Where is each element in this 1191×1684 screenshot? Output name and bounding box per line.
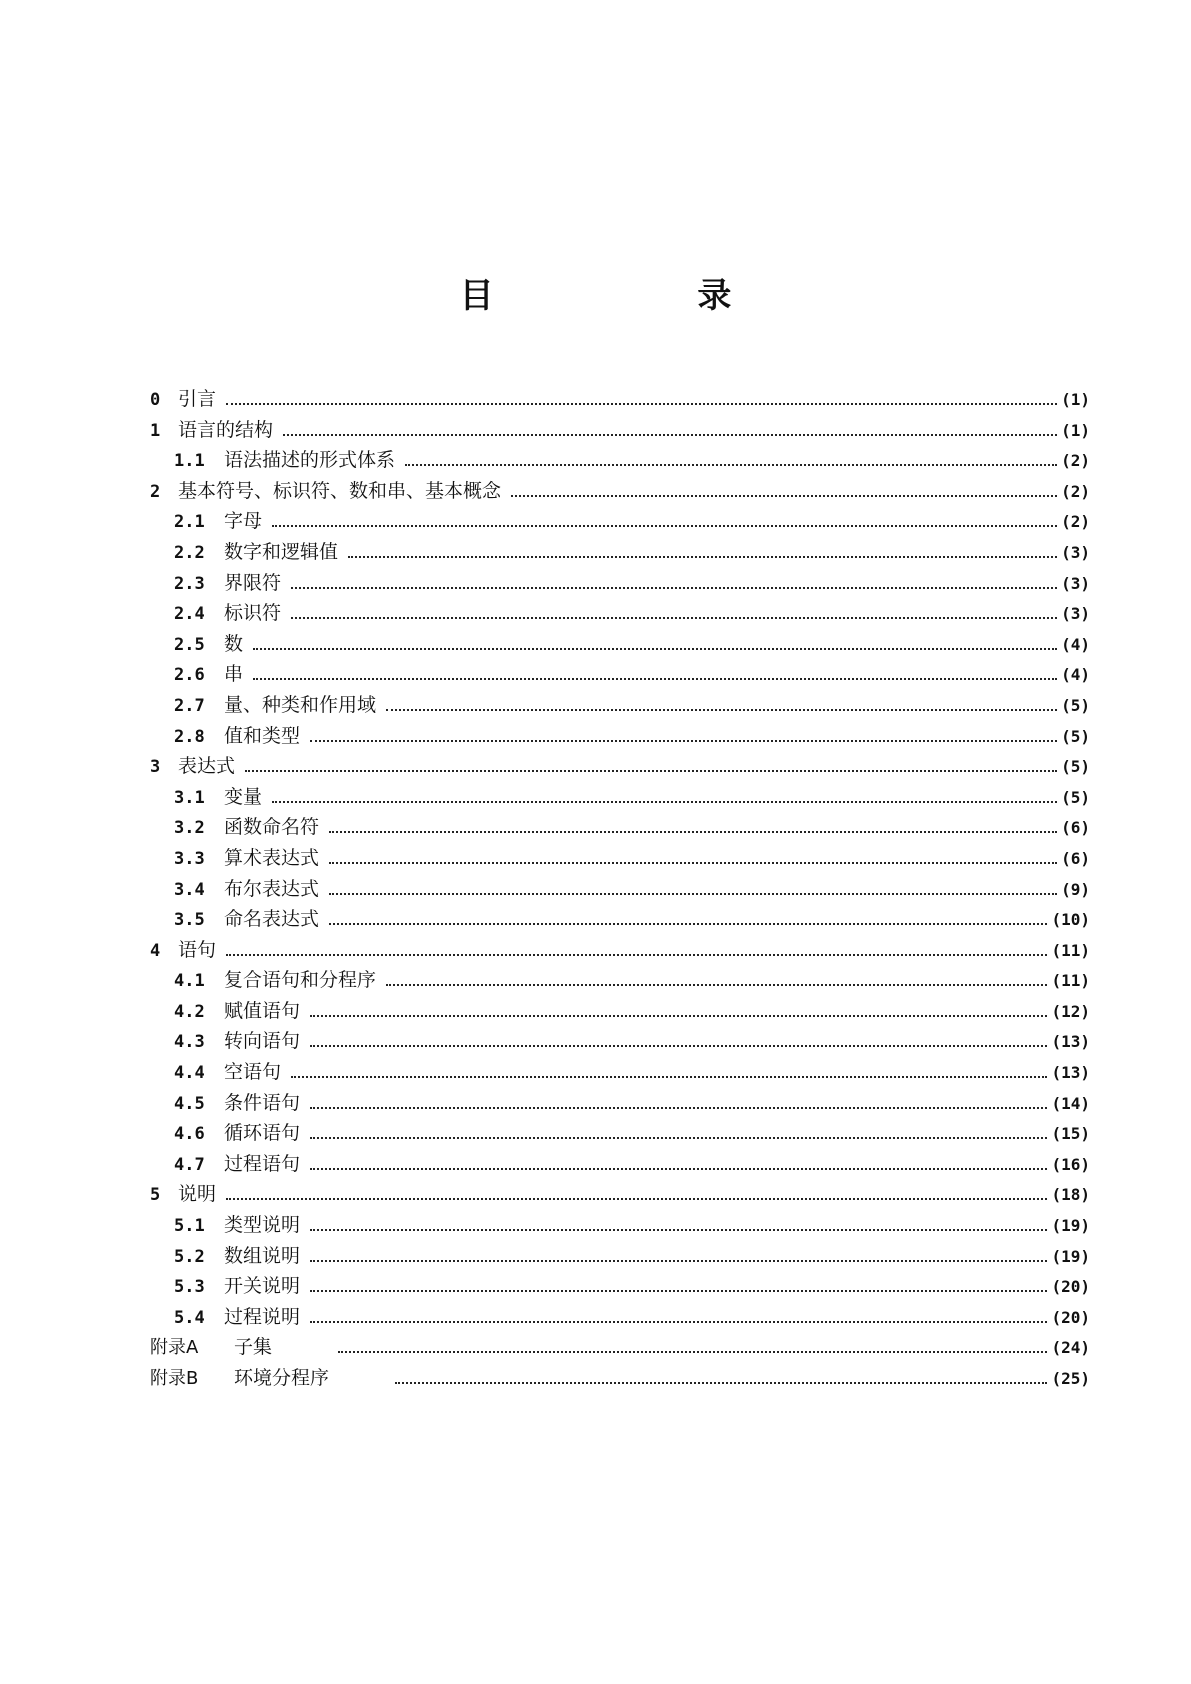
dot-leader: [386, 709, 1057, 711]
dot-leader: [272, 801, 1057, 803]
toc-entry: [150, 384, 1090, 415]
toc-entry-label: 量、种类和作用域: [224, 693, 377, 716]
toc-entry-page: (11): [1051, 940, 1090, 960]
toc-entry: [150, 690, 1090, 721]
dot-leader: [338, 1351, 1047, 1353]
dot-leader: [310, 1168, 1047, 1170]
dot-leader: [272, 525, 1057, 527]
toc-entry-page: (19): [1051, 1246, 1090, 1266]
dot-leader: [226, 403, 1057, 405]
toc-entry-number: 4.4: [174, 1063, 205, 1084]
toc-entry-label: 引言: [178, 388, 217, 410]
toc-entry-number: 3.4: [174, 879, 205, 900]
toc-entry-number: 4: [150, 940, 161, 961]
dot-leader: [386, 984, 1047, 986]
toc-entry-number: 3: [150, 757, 161, 778]
toc-entry-page: (1): [1061, 390, 1090, 409]
toc-entry-number: 2.4: [174, 604, 205, 625]
dot-leader: [310, 1137, 1047, 1139]
toc-entry-page: (3): [1061, 573, 1090, 593]
dot-leader: [310, 1290, 1047, 1292]
toc-entry-number: 5.3: [174, 1277, 205, 1298]
toc-entry-number: 4.1: [174, 971, 205, 992]
toc-entry-page: (11): [1051, 971, 1090, 991]
toc-entry-label: 数字和逻辑值: [224, 540, 339, 563]
dot-leader: [226, 954, 1047, 956]
toc-entry-page: (4): [1061, 634, 1090, 654]
toc-entry-label: 空语句: [224, 1061, 282, 1084]
toc-entry-page: (19): [1051, 1216, 1090, 1236]
toc-entry-page: (16): [1051, 1154, 1090, 1174]
toc-entry-label: 标识符: [224, 602, 282, 625]
toc-entry-number: 附录A: [150, 1337, 199, 1359]
toc-entry-number: 2.6: [174, 665, 205, 686]
dot-leader: [329, 831, 1057, 833]
toc-entry: [150, 843, 1090, 874]
toc-entry-page: (6): [1061, 848, 1090, 868]
page-title: 目 录: [459, 276, 828, 316]
toc-entry-number: 3.1: [174, 787, 205, 808]
toc-entry: [150, 568, 1090, 599]
toc-entry: [150, 874, 1090, 905]
toc-entry: [150, 1363, 1090, 1394]
toc-entry-label: 环境分程序: [234, 1367, 330, 1389]
toc-entry: [150, 629, 1090, 660]
toc-entry-page: (5): [1061, 787, 1090, 807]
dot-leader: [348, 556, 1057, 558]
toc-entry-number: 附录B: [150, 1368, 199, 1389]
dot-leader: [329, 893, 1057, 895]
toc-entry: [150, 598, 1090, 629]
toc-entry: [150, 1088, 1090, 1119]
toc-entry-label: 数: [224, 632, 244, 655]
toc-entry-number: 1: [150, 420, 161, 441]
toc-entry: [150, 537, 1090, 568]
dot-leader: [405, 464, 1057, 466]
toc-entry-page: (3): [1061, 604, 1090, 624]
toc-entry-number: 5: [150, 1185, 161, 1206]
toc-entry-label: 赋值语句: [224, 999, 301, 1022]
toc-entry-number: 2.2: [174, 542, 205, 563]
toc-entry-number: 2.8: [174, 726, 205, 747]
toc-entry-label: 条件语句: [224, 1091, 301, 1114]
toc-entry-label: 说明: [178, 1183, 217, 1206]
toc-entry-number: 5.1: [174, 1216, 205, 1237]
toc-entry: [150, 965, 1090, 996]
toc-entry-page: (25): [1051, 1369, 1090, 1388]
toc-entry-number: 4.7: [174, 1154, 205, 1175]
toc-entry-label: 界限符: [224, 571, 282, 594]
toc-entry: [150, 1057, 1090, 1088]
toc-entry-number: 4.2: [174, 1001, 205, 1022]
toc-entry: [150, 782, 1090, 813]
toc-entry-label: 表达式: [178, 755, 236, 778]
toc-entry-page: (18): [1051, 1185, 1090, 1205]
toc-entry-page: (5): [1061, 695, 1090, 715]
dot-leader: [329, 923, 1047, 925]
toc-entry-number: 2.1: [174, 512, 205, 533]
toc-entry: [150, 1210, 1090, 1241]
toc-entry-label: 算术表达式: [224, 846, 320, 869]
toc-entry-label: 变量: [224, 785, 263, 808]
toc-entry-page: (14): [1051, 1093, 1090, 1113]
toc-entry-label: 复合语句和分程序: [224, 969, 377, 992]
toc-entry-page: (20): [1051, 1307, 1090, 1327]
dot-leader: [253, 648, 1057, 650]
toc-entry-page: (6): [1061, 818, 1090, 838]
dot-leader: [253, 678, 1057, 680]
toc-entry-page: (13): [1051, 1032, 1090, 1052]
toc-entry-label: 过程说明: [224, 1305, 301, 1328]
toc-entry-page: (10): [1051, 910, 1090, 930]
dot-leader: [283, 434, 1057, 436]
toc-entry-number: 2.5: [174, 634, 205, 655]
toc-entry-label: 布尔表达式: [224, 877, 320, 900]
toc-entry: [150, 1332, 1090, 1363]
toc-entry-label: 数组说明: [224, 1244, 301, 1267]
dot-leader: [310, 1229, 1047, 1231]
toc-entry-page: (5): [1061, 757, 1090, 777]
toc-entry-number: 3.2: [174, 818, 205, 839]
toc-entry-page: (3): [1061, 542, 1090, 562]
dot-leader: [245, 770, 1057, 772]
toc-entry-number: 2.3: [174, 573, 205, 594]
toc-entry-label: 基本符号、标识符、数和串、基本概念: [178, 479, 502, 502]
dot-leader: [226, 1198, 1047, 1200]
toc-entry-number: 4.6: [174, 1124, 205, 1145]
dot-leader: [310, 740, 1057, 742]
toc-entry-number: 3.5: [174, 910, 205, 931]
toc-entry-page: (12): [1051, 1001, 1090, 1021]
dot-leader: [291, 617, 1057, 619]
toc-entry-number: 4.3: [174, 1032, 205, 1053]
toc-entry-number: 4.5: [174, 1093, 205, 1114]
toc-entry-page: (15): [1051, 1124, 1090, 1144]
toc-entry: [150, 935, 1090, 966]
toc-entry-page: (4): [1061, 665, 1090, 685]
toc-entry-page: (5): [1061, 726, 1090, 746]
dot-leader: [310, 1260, 1047, 1262]
toc-entry: [150, 1026, 1090, 1057]
toc-entry: [150, 1149, 1090, 1180]
table-of-contents: [150, 384, 1090, 1394]
toc-entry-label: 开关说明: [224, 1275, 301, 1298]
toc-entry: [150, 506, 1090, 537]
toc-entry: [150, 1118, 1090, 1149]
toc-entry: [150, 996, 1090, 1027]
dot-leader: [291, 1076, 1047, 1078]
toc-entry: [150, 904, 1090, 935]
toc-entry: [150, 721, 1090, 752]
toc-entry-number: 3.3: [174, 848, 205, 869]
toc-entry-number: 5.2: [174, 1246, 205, 1267]
toc-entry-page: (9): [1061, 879, 1090, 899]
toc-entry-label: 值和类型: [224, 724, 301, 747]
toc-entry-label: 命名表达式: [224, 908, 320, 931]
toc-entry-label: 子集: [234, 1336, 273, 1359]
toc-entry-label: 串: [224, 663, 244, 686]
toc-entry-number: 0: [150, 390, 161, 410]
toc-entry-label: 循环语句: [224, 1122, 301, 1145]
dot-leader: [310, 1107, 1047, 1109]
toc-entry: [150, 1271, 1090, 1302]
dot-leader: [511, 495, 1057, 497]
toc-entry: [150, 1302, 1090, 1333]
toc-entry-label: 语句: [178, 938, 217, 961]
dot-leader: [291, 587, 1057, 589]
dot-leader: [310, 1321, 1047, 1323]
toc-entry-number: 2.7: [174, 695, 205, 716]
toc-entry-label: 转向语句: [224, 1030, 301, 1053]
toc-entry-page: (2): [1061, 451, 1090, 471]
toc-entry: [150, 751, 1090, 782]
toc-entry-page: (2): [1061, 512, 1090, 532]
toc-entry-page: (13): [1051, 1063, 1090, 1083]
toc-entry-page: (20): [1051, 1277, 1090, 1297]
toc-entry: [150, 1241, 1090, 1272]
toc-entry-label: 类型说明: [224, 1214, 301, 1237]
toc-entry-label: 过程语句: [224, 1152, 301, 1175]
dot-leader: [395, 1382, 1047, 1384]
toc-entry-label: 函数命名符: [224, 816, 320, 839]
toc-entry-page: (1): [1061, 420, 1090, 440]
dot-leader: [329, 862, 1057, 864]
toc-entry-label: 字母: [224, 510, 263, 533]
dot-leader: [310, 1015, 1047, 1017]
toc-entry-label: 语法描述的形式体系: [224, 449, 396, 472]
toc-entry: [150, 1179, 1090, 1210]
toc-entry-number: 2: [150, 481, 161, 502]
toc-entry-number: 5.4: [174, 1307, 205, 1328]
toc-entry-page: (24): [1051, 1338, 1090, 1358]
toc-entry-number: 1.1: [174, 451, 205, 472]
toc-entry-page: (2): [1061, 481, 1090, 501]
toc-entry: [150, 415, 1090, 446]
toc-entry-label: 语言的结构: [178, 418, 274, 441]
toc-entry: [150, 812, 1090, 843]
toc-entry: [150, 445, 1090, 476]
dot-leader: [310, 1045, 1047, 1047]
toc-entry: [150, 659, 1090, 690]
toc-entry: [150, 476, 1090, 507]
